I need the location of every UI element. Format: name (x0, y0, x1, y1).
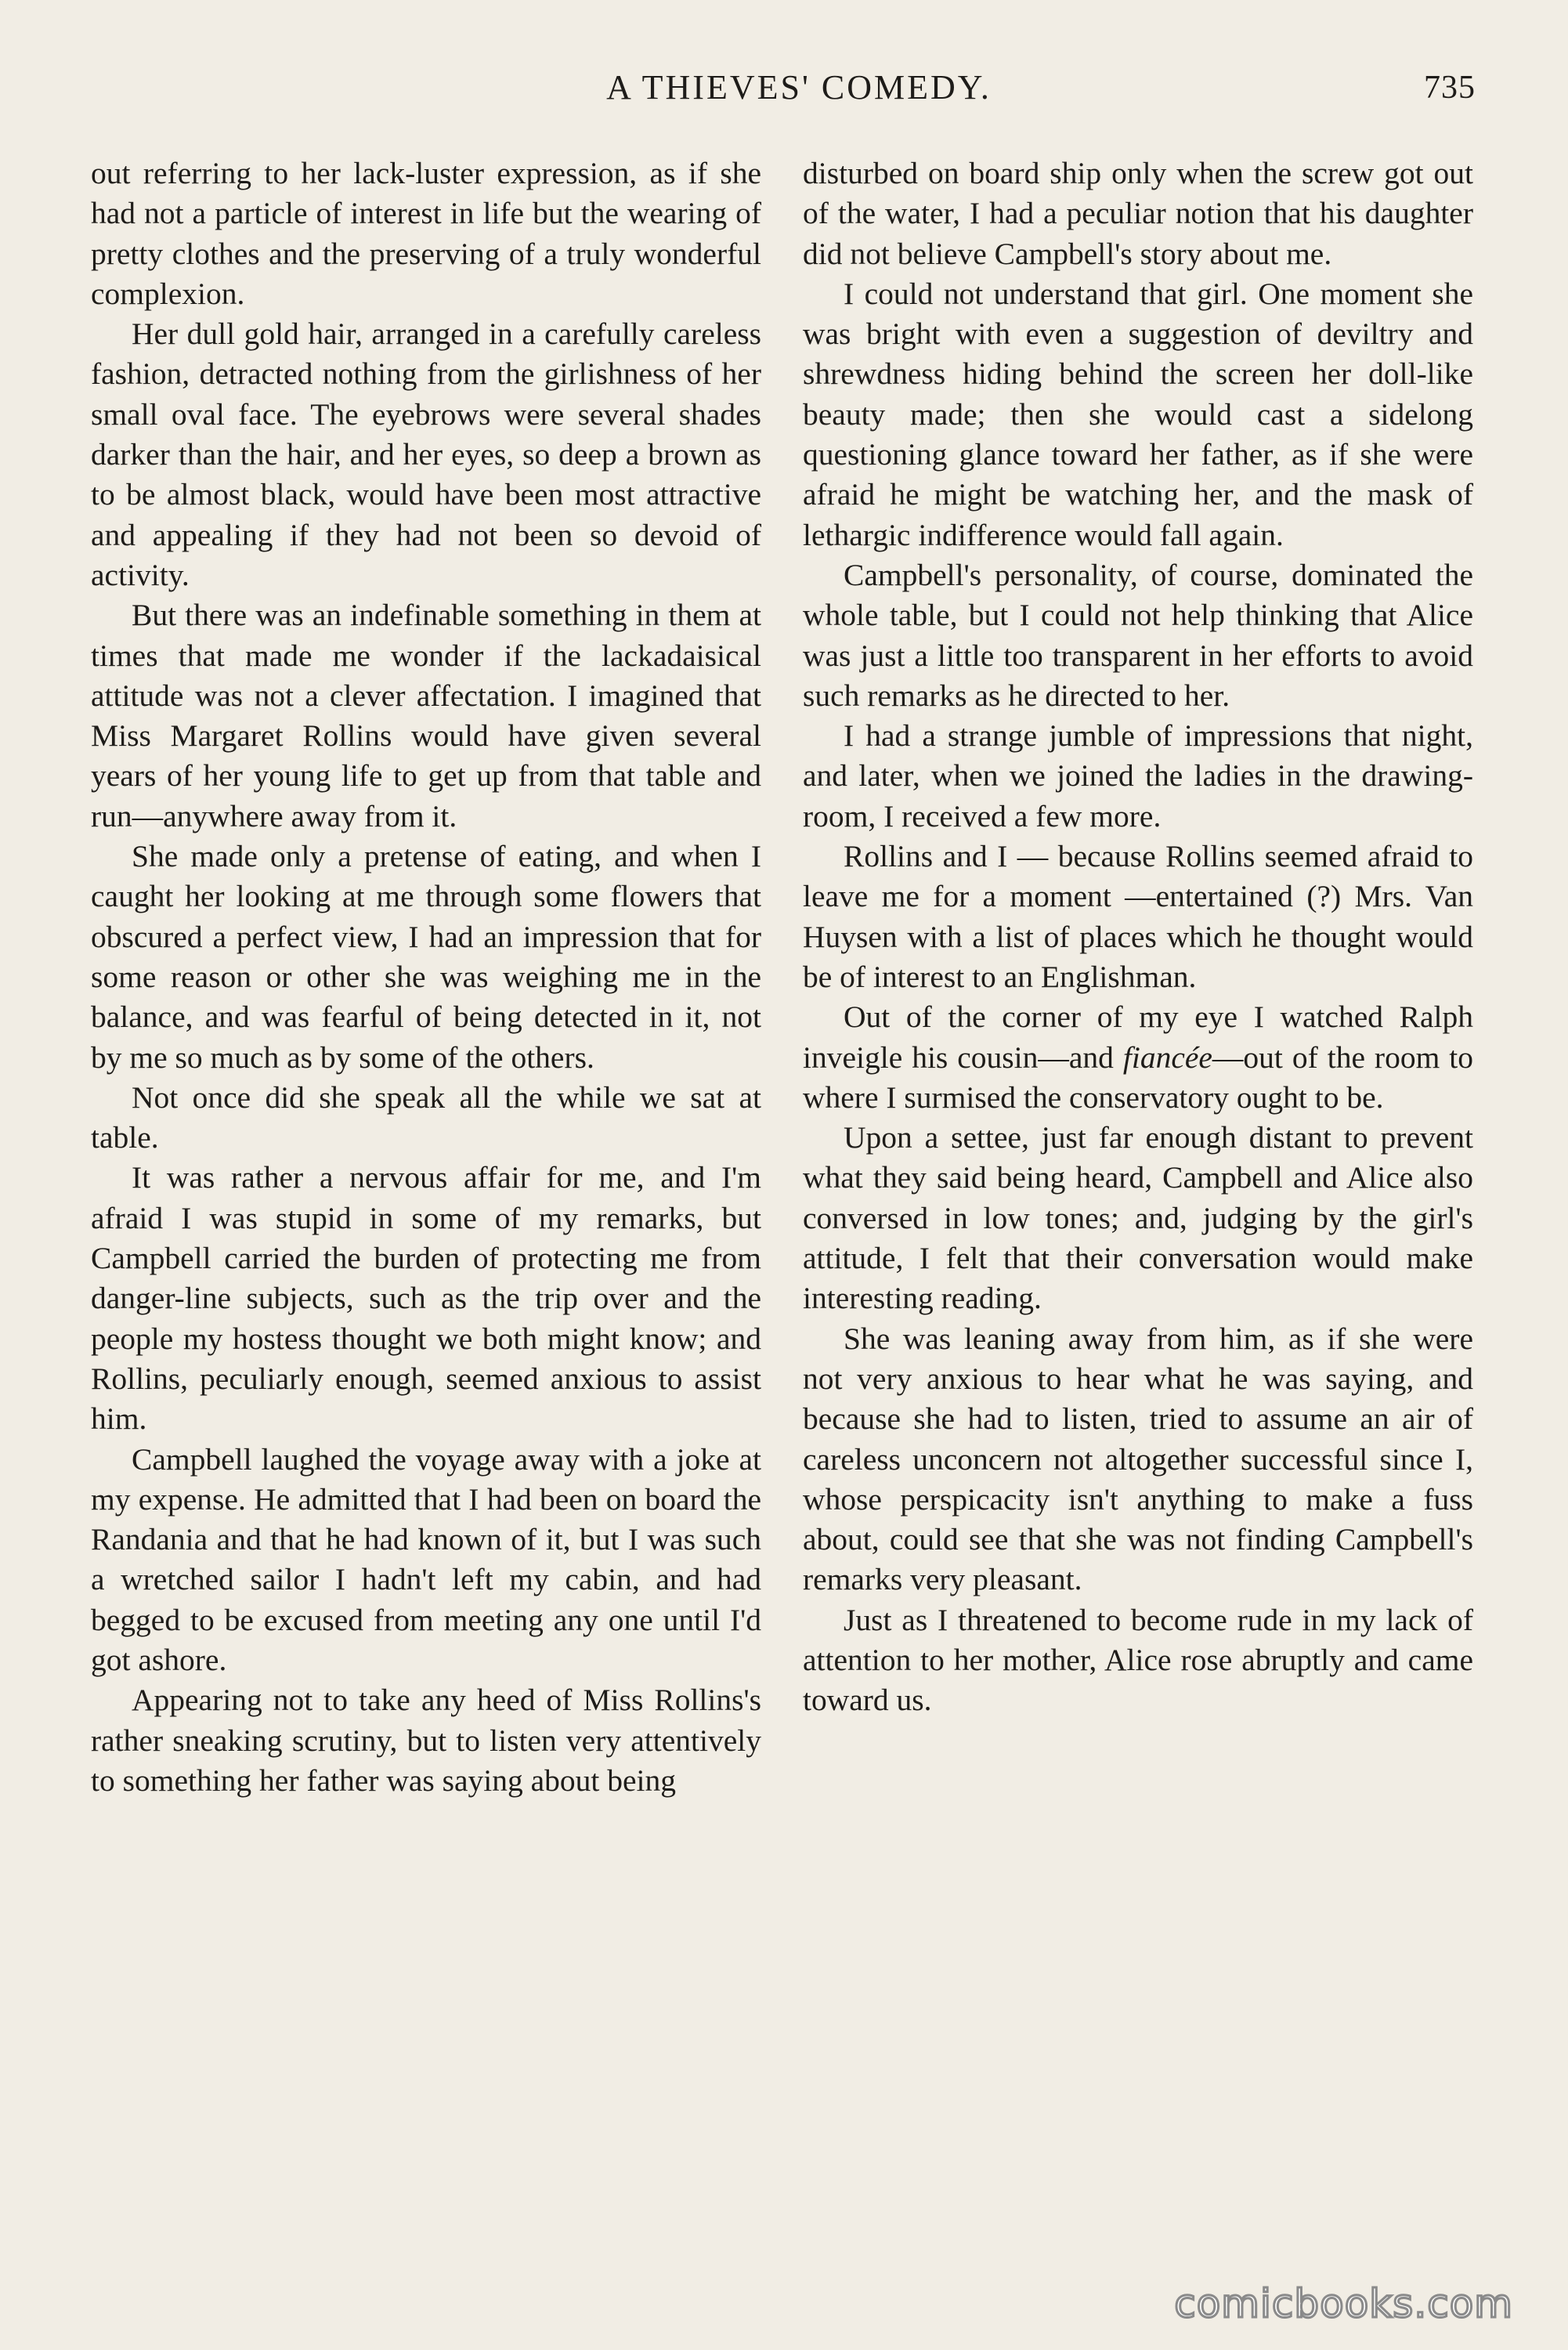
paragraph: Campbell's personality, of course, dominated the whole table, but I could not help thinking that Alice was just a little too transparent in her efforts to avoid such remarks as he directed to her. (803, 557, 1473, 713)
text-column-right (803, 154, 1473, 1721)
paragraph (803, 997, 1473, 1118)
paragraph-text: Out of the corner of my eye I watched Ralph inveigle his cousin—and (803, 1000, 1473, 1075)
paragraph: Campbell laughed the voyage away with a joke at my expense. He admitted that I had been on board the Randania and that he had known of it, but I was such a wretched sailor I hadn't left my cabin, and had begged to be excused from meeting any one until I'd got ashore. (91, 1441, 761, 1677)
paragraph: Appearing not to take any heed of Miss Rollins's rather sneaking scrutiny, but to listen very attentively to something her father was saying about being (91, 1683, 761, 1798)
running-header-title: A THIEVES' COMEDY. (606, 68, 992, 107)
paragraph: disturbed on board ship only when the screw got out of the water, I had a peculiar notion that his daughter did not believe Campbell's story about me. (803, 156, 1473, 271)
paragraph: Her dull gold hair, arranged in a carefully careless fashion, detracted nothing from the girlishness of her small oval face. The eyebrows were several shades darker than the hair, and her eyes, so deep a brown as to be almost black, would have been most attractive and appealing if they had not been so devoid of activity. (91, 316, 761, 592)
italic-word: fiancée (1122, 1039, 1212, 1075)
paragraph: She made only a pretense of eating, and when I caught her looking at me through some flowers that obscured a perfect view, I had an impression that for some reason or other she was weighing me in the balance, and was fearful of being detected in it, not by me so much as by some of the others. (91, 839, 761, 1075)
paragraph: She was leaning away from him, as if she were not very anxious to hear what he was saying, and because she had to listen, tried to assume an air of careless unconcern not altogether successful since I, whose perspicacity isn't anything to make a fuss about, could see that she was not finding Campbell's remarks very pleasant. (803, 1321, 1473, 1597)
page-number: 735 (1424, 70, 1476, 106)
paragraph: But there was an indefinable something in them at times that made me wonder if the lackadaisical attitude was not a clever affectation. I imagined that Miss Margaret Rollins would have given several years of her young life to get up from that table and run—anywhere away from it. (91, 598, 761, 833)
watermark: comicbooks.com (1174, 2281, 1513, 2326)
paragraph: out referring to her lack-luster expression, as if she had not a particle of interest in life but the wearing of pretty clothes and the preserving of a truly wonderful complexion. (91, 156, 761, 311)
paragraph: Rollins and I — because Rollins seemed afraid to leave me for a moment —entertained (?) Mrs. Van Huysen with a list of places which he thought would be of interest to an Englishman. (803, 839, 1473, 994)
text-column-left (91, 154, 761, 1801)
paragraph: Not once did she speak all the while we sat at table. (91, 1079, 761, 1155)
paragraph: Just as I threatened to become rude in my lack of attention to her mother, Alice rose abruptly and came toward us. (803, 1602, 1473, 1718)
paragraph: Upon a settee, just far enough distant to prevent what they said being heard, Campbell and Alice also conversed in low tones; and, judging by the girl's attitude, I felt that their conversation would make interesting reading. (803, 1120, 1473, 1316)
paragraph: I could not understand that girl. One moment she was bright with even a suggestion of deviltry and shrewdness hiding behind the screen her doll-like beauty made; then she would cast a sidelong questioning glance toward her father, as if she were afraid he might be watching her, and the mask of lethargic indifference would fall again. (803, 276, 1473, 552)
paragraph: I had a strange jumble of impressions that night, and later, when we joined the ladies in the drawing-room, I received a few more. (803, 718, 1473, 833)
paragraph: It was rather a nervous affair for me, and I'm afraid I was stupid in some of my remarks, but Campbell carried the burden of protecting me from danger-line subjects, such as the trip over and the people my hostess thought we both might know; and Rollins, peculiarly enough, seemed anxious to assist him. (91, 1160, 761, 1437)
paragraph-text: —out of the room to where I surmised the conservatory ought to be. (803, 1039, 1473, 1115)
